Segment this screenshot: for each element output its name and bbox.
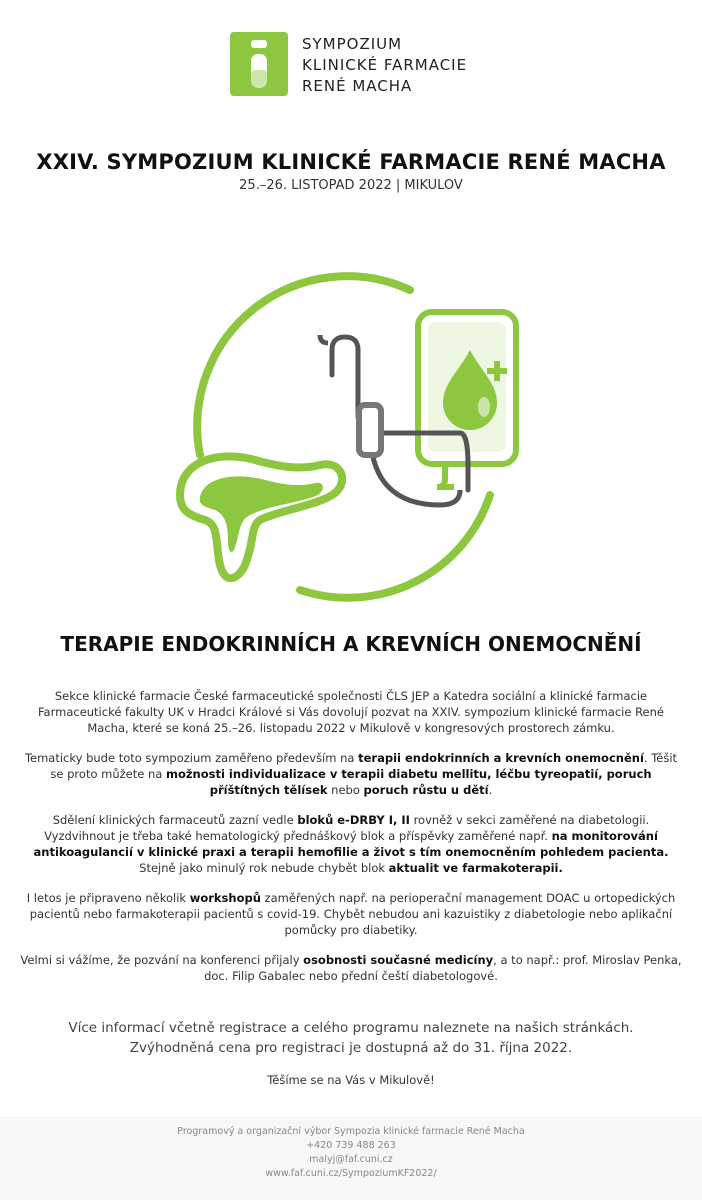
footer-phone[interactable]: +420 739 488 263 — [306, 1140, 396, 1151]
paragraph-sections: Sdělení klinických farmaceutů zazní vedle bloků e-DRBY I, II rovněž v sekci zaměřené na diabetologii. Vyzdvihnout je třeba také hematologický přednáškový blok a příspěvky zaměřené např. na monitorování antikoagulancií v klinické praxi a terapii hemofilie a život s tím onemocněním pohledem pacienta. Stejně jako minulý rok nebude chybět blok aktualit ve farmakoterapii. — [33, 813, 669, 875]
footer-org: Programový a organizační výbor Sympozia klinické farmacie René Macha — [177, 1126, 525, 1137]
paragraph-intro: Sekce klinické farmacie České farmaceutické společnosti ČLS JEP a Katedra sociální a klinické farmacie Farmaceutické fakulty UK v Hradci Králové si Vás dovolují pozvat na XXIV. sympozium klinické farmacie René Macha, které se koná 25.–26. listopadu 2022 v Mikulově v kongresových prostorech zámku. — [37, 689, 664, 735]
info-line-1: Více informací včetně registrace a celého programu naleznete na našich stránkách. — [68, 1020, 634, 1036]
body-text — [20, 688, 682, 998]
page-title: XXIV. SYMPOZIUM KLINICKÉ FARMACIE RENÉ MACHA — [36, 150, 666, 174]
closing-text: Těšíme se na Vás v Mikulově! — [267, 1073, 435, 1087]
footer-web-link[interactable]: www.faf.cuni.cz/SympoziumKF2022/ — [265, 1168, 437, 1179]
logo-line-1: SYMPOZIUM — [302, 35, 403, 53]
info-text — [20, 1018, 682, 1058]
page-subtitle: 25.–26. LISTOPAD 2022 | MIKULOV — [239, 178, 463, 193]
logo-text — [302, 34, 467, 97]
paragraph-theme: Tematicky bude toto sympozium zaměřeno především na terapii endokrinních a krevních onemocnění. Těšit se proto můžete na možnosti individualizace v terapii diabetu mellitu, léčbu tyreopatií, poruch příštítných tělísek nebo poruch růstu u dětí. — [24, 751, 678, 797]
footer-email[interactable]: malyj@faf.cuni.cz — [309, 1154, 393, 1165]
topic-heading: TERAPIE ENDOKRINNÍCH A KREVNÍCH ONEMOCNĚNÍ — [60, 632, 642, 656]
infusion-pancreas-illustration — [160, 265, 540, 625]
footer — [0, 1116, 702, 1200]
logo-line-2: KLINICKÉ FARMACIE — [302, 56, 468, 74]
info-line-2: Zvýhodněná cena pro registraci je dostupná až do 31. října 2022. — [129, 1040, 573, 1056]
paragraph-workshops: I letos je připraveno několik workshopů zaměřených např. na perioperační management DOAC u ortopedických pacientů nebo farmakoterapii pacientů s covid-19. Chybět nebudou ani kazuistiky z diabetologie nebo aplikační pomůcky pro diabetiky. — [26, 891, 676, 937]
logo-line-3: RENÉ MACHA — [302, 77, 413, 95]
paragraph-speakers: Velmi si vážíme, že pozvání na konferenci přijaly osobnosti současné medicíny, a to např.: prof. Miroslav Penka, doc. Filip Gabalec nebo přední čeští diabetologové. — [20, 953, 682, 983]
info-pill-icon — [230, 32, 288, 96]
